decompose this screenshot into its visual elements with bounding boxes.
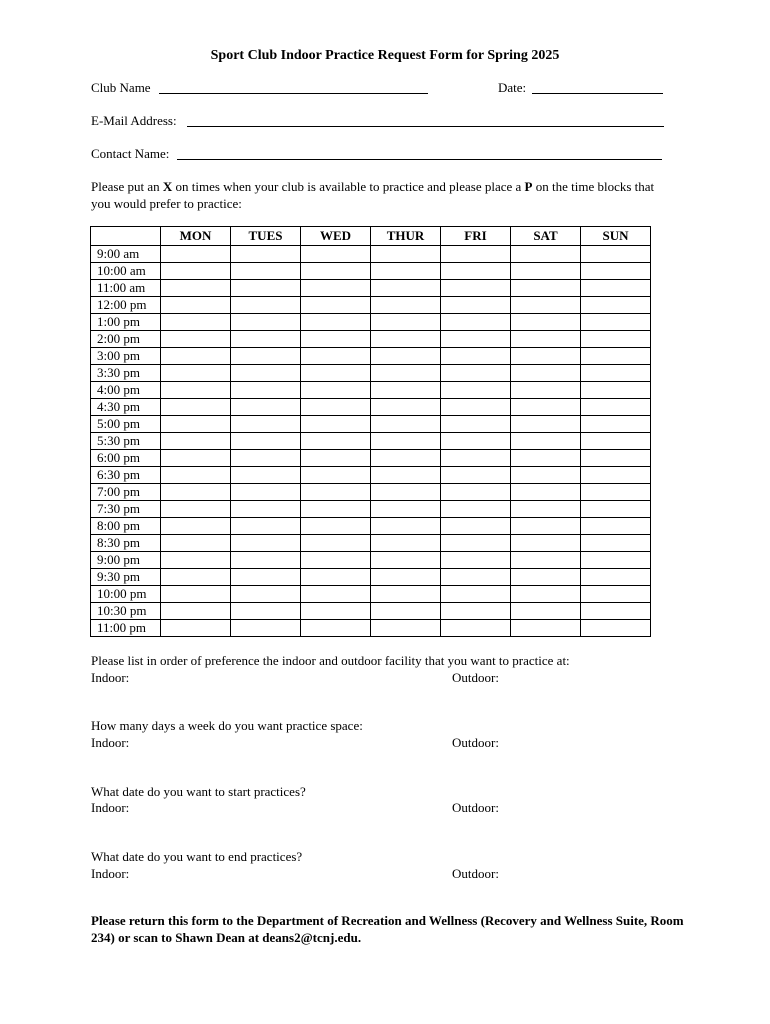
schedule-cell-sun[interactable] [581,382,651,399]
time-row [91,501,651,518]
schedule-cell-wed[interactable] [301,467,371,484]
time-label: 8:00 pm [91,518,161,535]
schedule-cell-thur[interactable] [371,603,441,620]
schedule-cell-fri[interactable] [441,246,511,263]
schedule-cell-mon[interactable] [161,399,231,416]
date-field[interactable] [532,93,663,94]
schedule-cell-wed[interactable] [301,586,371,603]
time-row [91,297,651,314]
schedule-cell-tues[interactable] [231,484,301,501]
schedule-cell-wed[interactable] [301,433,371,450]
schedule-cell-fri[interactable] [441,263,511,280]
schedule-cell-wed[interactable] [301,535,371,552]
time-row [91,280,651,297]
day-header-sun: SUN [581,227,651,246]
days-outdoor-label: Outdoor: [452,735,499,750]
schedule-cell-sun[interactable] [581,297,651,314]
schedule-cell-mon[interactable] [161,280,231,297]
schedule-cell-thur[interactable] [371,246,441,263]
time-label: 5:00 pm [91,416,161,433]
schedule-cell-thur[interactable] [371,586,441,603]
schedule-cell-sun[interactable] [581,535,651,552]
schedule-cell-thur[interactable] [371,382,441,399]
time-label: 3:00 pm [91,348,161,365]
schedule-cell-fri[interactable] [441,399,511,416]
time-row [91,433,651,450]
schedule-cell-fri[interactable] [441,365,511,382]
time-row [91,586,651,603]
schedule-cell-mon[interactable] [161,246,231,263]
schedule-cell-thur[interactable] [371,263,441,280]
facility-indoor-label: Indoor: [91,670,130,685]
schedule-cell-mon[interactable] [161,603,231,620]
schedule-cell-wed[interactable] [301,280,371,297]
schedule-cell-tues[interactable] [231,569,301,586]
date-label: Date: [498,80,527,95]
day-header-wed: WED [301,227,371,246]
schedule-cell-sat[interactable] [511,501,581,518]
x-mark: X [162,179,173,194]
schedule-cell-thur[interactable] [371,535,441,552]
schedule-cell-mon[interactable] [161,552,231,569]
schedule-cell-sun[interactable] [581,518,651,535]
schedule-cell-tues[interactable] [231,331,301,348]
end-outdoor-label: Outdoor: [452,866,499,881]
schedule-cell-sat[interactable] [511,586,581,603]
schedule-cell-tues[interactable] [231,314,301,331]
time-label: 1:00 pm [91,314,161,331]
schedule-cell-fri[interactable] [441,416,511,433]
schedule-cell-sat[interactable] [511,416,581,433]
p-mark: P [524,179,533,194]
schedule-cell-thur[interactable] [371,518,441,535]
question-facility: Please list in order of preference the indoor and outdoor facility that you want to practice at: [91,653,570,668]
schedule-cell-mon[interactable] [161,484,231,501]
time-label: 7:00 pm [91,484,161,501]
contact-name-label: Contact Name: [91,146,170,161]
time-label: 10:00 pm [91,586,161,603]
schedule-cell-mon[interactable] [161,263,231,280]
club-name-label: Club Name [91,80,151,95]
schedule-cell-sat[interactable] [511,467,581,484]
time-row [91,382,651,399]
question-end-date: What date do you want to end practices? [91,849,303,864]
schedule-cell-wed[interactable] [301,484,371,501]
schedule-cell-fri[interactable] [441,484,511,501]
schedule-cell-mon[interactable] [161,586,231,603]
day-header-tues: TUES [231,227,301,246]
time-label: 12:00 pm [91,297,161,314]
time-label: 11:00 am [91,280,161,297]
schedule-cell-sun[interactable] [581,552,651,569]
schedule-cell-sat[interactable] [511,314,581,331]
time-row [91,331,651,348]
time-row [91,552,651,569]
schedule-cell-thur[interactable] [371,450,441,467]
schedule-cell-tues[interactable] [231,586,301,603]
question-days-per-week: How many days a week do you want practice space: [91,718,363,733]
schedule-cell-wed[interactable] [301,416,371,433]
schedule-table [90,226,651,637]
schedule-cell-wed[interactable] [301,450,371,467]
schedule-cell-wed[interactable] [301,297,371,314]
schedule-cell-tues[interactable] [231,280,301,297]
schedule-cell-tues[interactable] [231,263,301,280]
schedule-cell-wed[interactable] [301,263,371,280]
time-label: 9:00 pm [91,552,161,569]
day-header-thur: THUR [371,227,441,246]
schedule-cell-tues[interactable] [231,467,301,484]
schedule-cell-wed[interactable] [301,399,371,416]
time-row [91,416,651,433]
schedule-cell-mon[interactable] [161,518,231,535]
schedule-cell-fri[interactable] [441,348,511,365]
schedule-cell-sun[interactable] [581,484,651,501]
schedule-cell-mon[interactable] [161,467,231,484]
time-label: 4:30 pm [91,399,161,416]
schedule-cell-fri[interactable] [441,433,511,450]
schedule-cell-sat[interactable] [511,263,581,280]
schedule-cell-fri[interactable] [441,314,511,331]
schedule-cell-thur[interactable] [371,399,441,416]
schedule-cell-wed[interactable] [301,518,371,535]
schedule-cell-tues[interactable] [231,552,301,569]
schedule-cell-mon[interactable] [161,331,231,348]
schedule-cell-tues[interactable] [231,433,301,450]
contact-name-field[interactable] [177,159,662,160]
schedule-cell-fri[interactable] [441,603,511,620]
time-row [91,484,651,501]
schedule-cell-fri[interactable] [441,586,511,603]
schedule-cell-sun[interactable] [581,331,651,348]
time-row [91,518,651,535]
time-label: 9:30 pm [91,569,161,586]
schedule-cell-wed[interactable] [301,552,371,569]
schedule-cell-mon[interactable] [161,348,231,365]
schedule-cell-mon[interactable] [161,501,231,518]
schedule-cell-sat[interactable] [511,535,581,552]
facility-outdoor-label: Outdoor: [452,670,499,685]
schedule-cell-thur[interactable] [371,552,441,569]
schedule-cell-fri[interactable] [441,535,511,552]
schedule-cell-wed[interactable] [301,314,371,331]
schedule-cell-thur[interactable] [371,416,441,433]
schedule-cell-thur[interactable] [371,280,441,297]
day-header-mon: MON [161,227,231,246]
club-name-field[interactable] [159,93,428,94]
schedule-cell-thur[interactable] [371,569,441,586]
time-row [91,399,651,416]
schedule-cell-tues[interactable] [231,518,301,535]
schedule-cell-thur[interactable] [371,331,441,348]
schedule-cell-sun[interactable] [581,467,651,484]
schedule-cell-tues[interactable] [231,348,301,365]
schedule-cell-sun[interactable] [581,501,651,518]
schedule-cell-sat[interactable] [511,552,581,569]
time-row [91,263,651,280]
time-label: 10:30 pm [91,603,161,620]
schedule-cell-fri[interactable] [441,331,511,348]
schedule-cell-wed[interactable] [301,382,371,399]
schedule-cell-tues[interactable] [231,399,301,416]
form-title: Sport Club Indoor Practice Request Form for Spring 2025 [210,48,560,63]
question-start-date: What date do you want to start practices? [91,784,306,799]
schedule-cell-sun[interactable] [581,280,651,297]
schedule-cell-tues[interactable] [231,297,301,314]
time-row [91,246,651,263]
time-row [91,348,651,365]
schedule-cell-fri[interactable] [441,518,511,535]
schedule-cell-mon[interactable] [161,620,231,637]
time-row [91,365,651,382]
schedule-cell-wed[interactable] [301,620,371,637]
start-outdoor-label: Outdoor: [452,800,499,815]
schedule-cell-sun[interactable] [581,365,651,382]
schedule-cell-sat[interactable] [511,603,581,620]
schedule-cell-thur[interactable] [371,297,441,314]
instructions: Please put an X on times when your club is available to practice and please place a P on the time blocks that you would prefer to practice: [91,179,655,211]
schedule-cell-wed[interactable] [301,569,371,586]
day-header-fri: FRI [441,227,511,246]
schedule-header-row [91,227,651,246]
schedule-cell-sun[interactable] [581,586,651,603]
schedule-cell-wed[interactable] [301,348,371,365]
schedule-cell-tues[interactable] [231,382,301,399]
schedule-cell-tues[interactable] [231,620,301,637]
schedule-cell-tues[interactable] [231,450,301,467]
schedule-cell-sun[interactable] [581,433,651,450]
time-row [91,569,651,586]
schedule-cell-sun[interactable] [581,603,651,620]
schedule-cell-mon[interactable] [161,314,231,331]
days-indoor-label: Indoor: [91,735,130,750]
schedule-cell-mon[interactable] [161,382,231,399]
schedule-cell-fri[interactable] [441,501,511,518]
schedule-cell-wed[interactable] [301,501,371,518]
schedule-cell-fri[interactable] [441,569,511,586]
schedule-cell-thur[interactable] [371,501,441,518]
schedule-cell-wed[interactable] [301,365,371,382]
schedule-cell-tues[interactable] [231,603,301,620]
schedule-cell-thur[interactable] [371,433,441,450]
start-indoor-label: Indoor: [91,800,130,815]
time-label: 5:30 pm [91,433,161,450]
schedule-cell-thur[interactable] [371,365,441,382]
schedule-cell-sat[interactable] [511,484,581,501]
schedule-cell-wed[interactable] [301,246,371,263]
schedule-cell-sat[interactable] [511,331,581,348]
schedule-cell-sun[interactable] [581,246,651,263]
email-field[interactable] [187,126,664,127]
time-label: 9:00 am [91,246,161,263]
time-label: 4:00 pm [91,382,161,399]
schedule-cell-sun[interactable] [581,416,651,433]
time-label: 10:00 am [91,263,161,280]
schedule-corner-cell [91,227,161,246]
schedule-cell-sun[interactable] [581,399,651,416]
time-label: 3:30 pm [91,365,161,382]
time-row [91,467,651,484]
time-row [91,535,651,552]
schedule-cell-thur[interactable] [371,620,441,637]
schedule-cell-fri[interactable] [441,620,511,637]
time-label: 11:00 pm [91,620,161,637]
schedule-cell-sat[interactable] [511,620,581,637]
schedule-cell-sat[interactable] [511,365,581,382]
schedule-cell-wed[interactable] [301,603,371,620]
time-row [91,620,651,637]
return-instructions: Please return this form to the Department of Recreation and Wellness (Recovery and Wellness Suite, Room 234) or scan to Shawn Dean at deans2@tcnj.edu. [91,913,684,945]
schedule-cell-thur[interactable] [371,314,441,331]
schedule-cell-mon[interactable] [161,297,231,314]
schedule-cell-sun[interactable] [581,450,651,467]
schedule-cell-mon[interactable] [161,569,231,586]
schedule-cell-tues[interactable] [231,501,301,518]
time-row [91,603,651,620]
schedule-cell-sat[interactable] [511,382,581,399]
schedule-cell-sun[interactable] [581,314,651,331]
schedule-cell-sat[interactable] [511,518,581,535]
schedule-cell-tues[interactable] [231,535,301,552]
schedule-cell-sat[interactable] [511,450,581,467]
schedule-cell-tues[interactable] [231,365,301,382]
schedule-cell-sat[interactable] [511,433,581,450]
schedule-cell-sat[interactable] [511,280,581,297]
schedule-cell-fri[interactable] [441,382,511,399]
schedule-cell-sun[interactable] [581,569,651,586]
schedule-cell-mon[interactable] [161,416,231,433]
schedule-cell-mon[interactable] [161,433,231,450]
day-header-sat: SAT [511,227,581,246]
email-label: E-Mail Address: [91,113,177,128]
schedule-cell-mon[interactable] [161,535,231,552]
schedule-cell-thur[interactable] [371,484,441,501]
schedule-cell-thur[interactable] [371,348,441,365]
time-label: 8:30 pm [91,535,161,552]
schedule-cell-sat[interactable] [511,246,581,263]
schedule-cell-sat[interactable] [511,399,581,416]
schedule-cell-sat[interactable] [511,569,581,586]
time-label: 2:00 pm [91,331,161,348]
schedule-cell-mon[interactable] [161,450,231,467]
schedule-cell-sun[interactable] [581,263,651,280]
schedule-cell-fri[interactable] [441,280,511,297]
schedule-cell-fri[interactable] [441,297,511,314]
schedule-cell-fri[interactable] [441,552,511,569]
schedule-cell-fri[interactable] [441,450,511,467]
schedule-cell-wed[interactable] [301,331,371,348]
schedule-cell-tues[interactable] [231,416,301,433]
end-indoor-label: Indoor: [91,866,130,881]
schedule-cell-sat[interactable] [511,297,581,314]
schedule-cell-sun[interactable] [581,348,651,365]
time-row [91,314,651,331]
schedule-cell-tues[interactable] [231,246,301,263]
schedule-cell-sun[interactable] [581,620,651,637]
schedule-cell-thur[interactable] [371,467,441,484]
schedule-cell-mon[interactable] [161,365,231,382]
time-label: 7:30 pm [91,501,161,518]
schedule-cell-fri[interactable] [441,467,511,484]
time-label: 6:30 pm [91,467,161,484]
time-label: 6:00 pm [91,450,161,467]
time-row [91,450,651,467]
schedule-cell-sat[interactable] [511,348,581,365]
